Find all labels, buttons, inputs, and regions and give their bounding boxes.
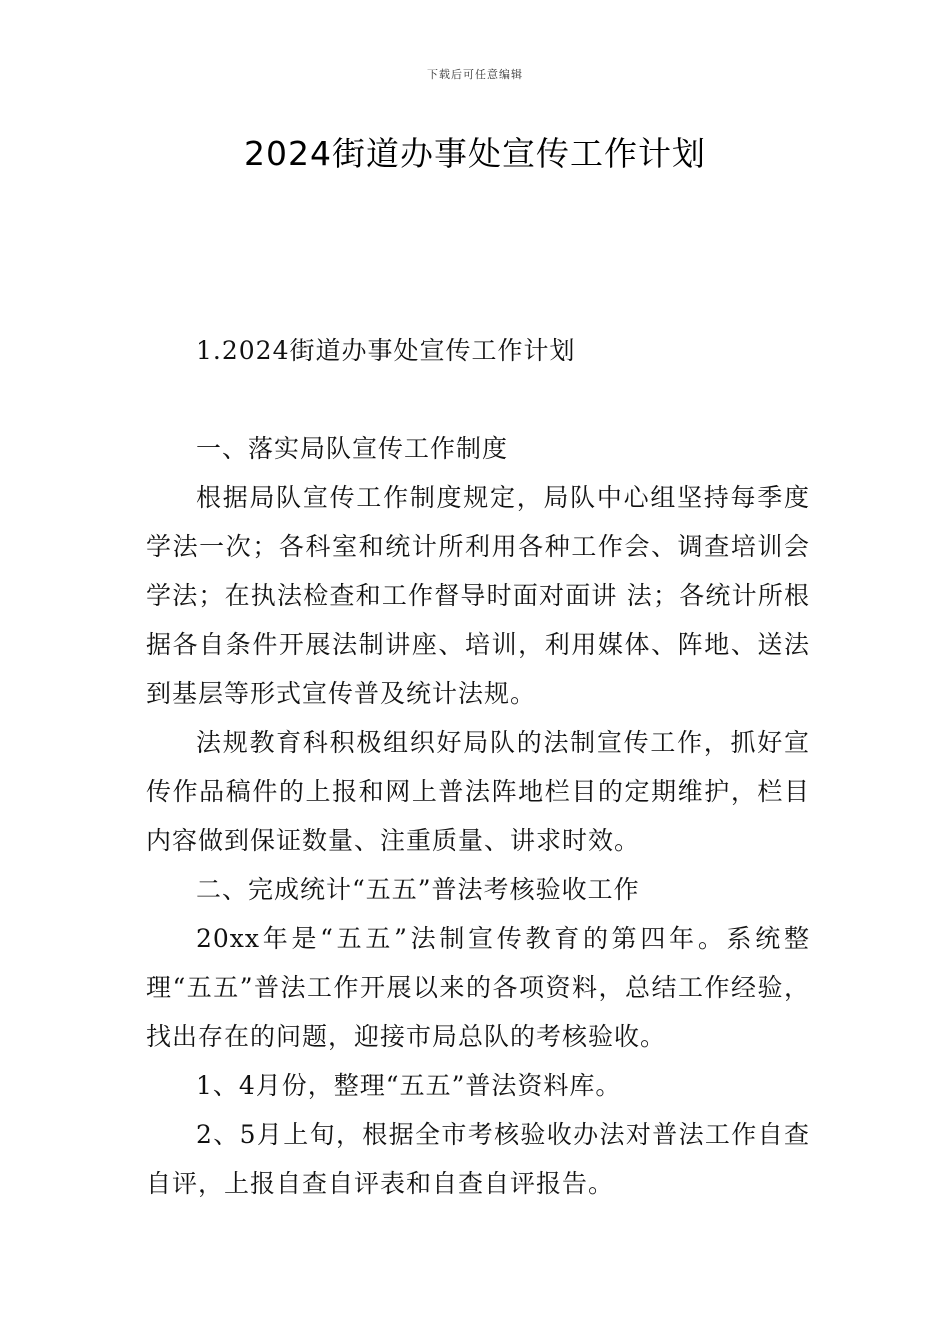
header-note: 下载后可任意编辑 [427,68,523,81]
document-title: 2024街道办事处宣传工作计划 [244,134,706,173]
section-heading-1: 一、落实局队宣传工作制度 [196,434,509,463]
paragraph-2: 法规教育科积极组织好局队的法制宣传工作，抓好宣传作品稿件的上报和网上普法阵地栏目的定期维护，栏目内容做到保证数量、注重质量、讲求时效。 [146,728,810,855]
section-heading-2: 二、完成统计“五五”普法考核验收工作 [196,875,640,904]
list-item-1: 1、4月份，整理“五五”普法资料库。 [196,1071,622,1100]
paragraph-1: 根据局队宣传工作制度规定，局队中心组坚持每季度学法一次；各科室和统计所利用各种工作会、调查培训会学法；在执法检查和工作督导时面对面讲 法；各统计所根据各自条件开展法制讲座、培训，利用媒体、阵地、送法到基层等形式宣传普及统计法规。 [146,483,810,708]
list-item-2: 2、5月上旬，根据全市考核验收办法对普法工作自查自评，上报自查自评表和自查自评报告。 [146,1120,810,1198]
paragraph-3: 20xx年是“五五”法制宣传教育的第四年。系统整理“五五”普法工作开展以来的各项资料，总结工作经验，找出存在的问题，迎接市局总队的考核验收。 [146,924,810,1051]
subtitle-block [146,326,810,375]
document-body [146,424,810,1208]
subtitle: 1.2024街道办事处宣传工作计划 [196,336,576,365]
